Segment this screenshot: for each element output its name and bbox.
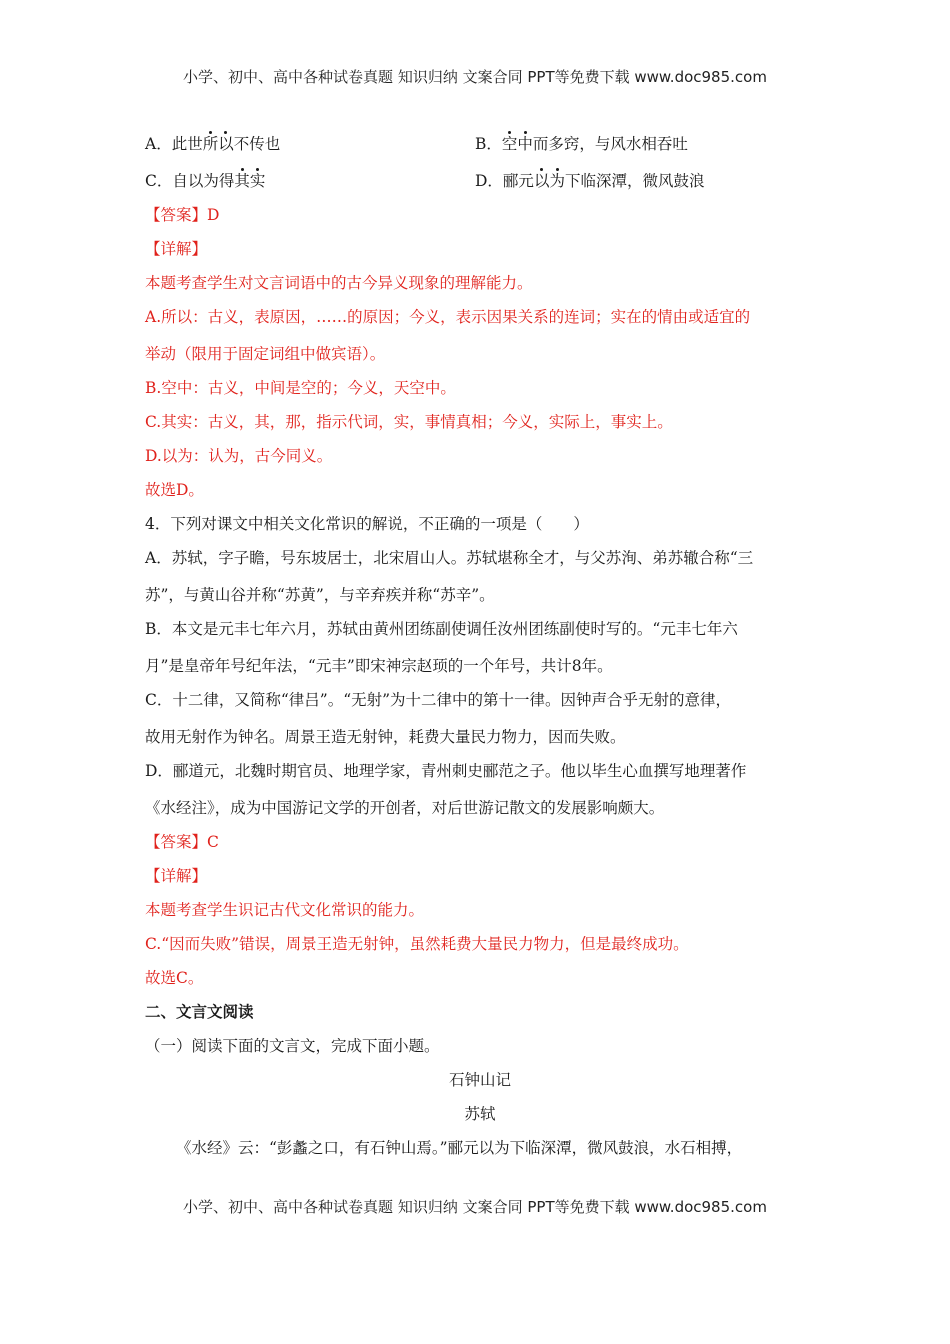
q3-answer: 【答案】D <box>145 206 220 224</box>
q4-stem: 4．下列对课文中相关文化常识的解说，不正确的一项是（ ） <box>145 515 589 533</box>
q3-option-a: A．此世所以不传也 <box>145 135 281 153</box>
q4-option-d-cont: 《水经注》，成为中国游记文学的开创者，对后世游记散文的发展影响颇大。 <box>145 799 665 817</box>
q4-option-d: D．郦道元，北魏时期官员、地理学家，青州刺史郦范之子。他以毕生心血撰写地理著作 <box>145 762 747 780</box>
emphasis-dot-char: 其 <box>234 172 250 190</box>
emphasis-dot-char: 实 <box>249 172 266 190</box>
emphasis-dot-char: 以 <box>218 135 234 153</box>
section-intro: （一）阅读下面的文言文，完成下面小题。 <box>145 1037 440 1055</box>
emphasis-dot-char: 为 <box>549 172 565 190</box>
q4-explanation: C.“因而失败”错误，周景王造无射钟，虽然耗费大量民力物力，但是最终成功。 <box>145 935 689 953</box>
q3-explanation: B.空中：古义，中间是空的；今义，天空中。 <box>145 379 456 397</box>
q4-answer: 【答案】C <box>145 833 219 851</box>
q4-conclusion: 故选C。 <box>145 969 204 987</box>
q4-option-b: B．本文是元丰七年六月，苏轼由黄州团练副使调任汝州团练副使时写的。“元丰七年六 <box>145 620 738 638</box>
passage-title: 石钟山记 <box>448 1071 511 1089</box>
q3-option-b: B．空中而多窍，与风水相吞吐 <box>475 135 688 153</box>
q4-option-c: C．十二律，又简称“律吕”。“无射”为十二律中的第十一律。因钟声合乎无射的意律， <box>145 691 732 709</box>
q3-detail-label: 【详解】 <box>145 240 208 258</box>
q3-explanation: C.其实：古义，其，那，指示代词，实，事情真相；今义，实际上，事实上。 <box>145 413 673 431</box>
q4-option-a: A．苏轼，字子瞻，号东坡居士，北宋眉山人。苏轼堪称全才，与父苏洵、弟苏辙合称“三 <box>145 549 754 567</box>
emphasis-dot-char: 空 <box>501 135 518 153</box>
q4-explanation: 本题考查学生识记古代文化常识的能力。 <box>145 901 425 919</box>
section-title: 二、文言文阅读 <box>145 1003 254 1021</box>
q3-explanation: 举动（限用于固定词组中做宾语）。 <box>145 345 386 363</box>
q3-explanation: D.以为：认为，古今同义。 <box>145 447 333 465</box>
q3-option-d: D．郦元以为下临深潭，微风鼓浪 <box>475 172 705 190</box>
q3-conclusion: 故选D。 <box>145 481 204 499</box>
q3-options-row-1 <box>145 134 815 154</box>
passage-first-line: 《水经》云：“彭蠡之口，有石钟山焉。”郦元以为下临深潭，微风鼓浪，水石相搏， <box>176 1139 743 1157</box>
emphasis-dot-char: 所 <box>202 135 219 153</box>
q3-option-c: C．自以为得其实 <box>145 172 266 190</box>
page-header: 小学、初中、高中各种试卷真题 知识归纳 文案合同 PPT等免费下载 www.doc985.com <box>183 68 767 86</box>
emphasis-dot-char: 中 <box>517 135 533 153</box>
passage-author: 苏轼 <box>464 1105 496 1123</box>
q4-option-c-cont: 故用无射作为钟名。周景王造无射钟，耗费大量民力物力，因而失败。 <box>145 728 626 746</box>
q3-explanation: A.所以：古义，表原因，……的原因；今义，表示因果关系的连词；实在的情由或适宜的 <box>145 308 751 326</box>
q3-explanation: 本题考查学生对文言词语中的古今异义现象的理解能力。 <box>145 274 533 292</box>
page-footer: 小学、初中、高中各种试卷真题 知识归纳 文案合同 PPT等免费下载 www.doc985.com <box>183 1198 767 1216</box>
document-body <box>145 134 815 1158</box>
q3-options-row-2 <box>145 171 815 191</box>
q4-detail-label: 【详解】 <box>145 867 208 885</box>
emphasis-dot-char: 以 <box>533 172 550 190</box>
q4-option-b-cont: 月”是皇帝年号纪年法，“元丰”即宋神宗赵顼的一个年号，共计8年。 <box>145 657 613 675</box>
q4-option-a-cont: 苏”，与黄山谷并称“苏黄”，与辛弃疾并称“苏辛”。 <box>145 586 495 604</box>
